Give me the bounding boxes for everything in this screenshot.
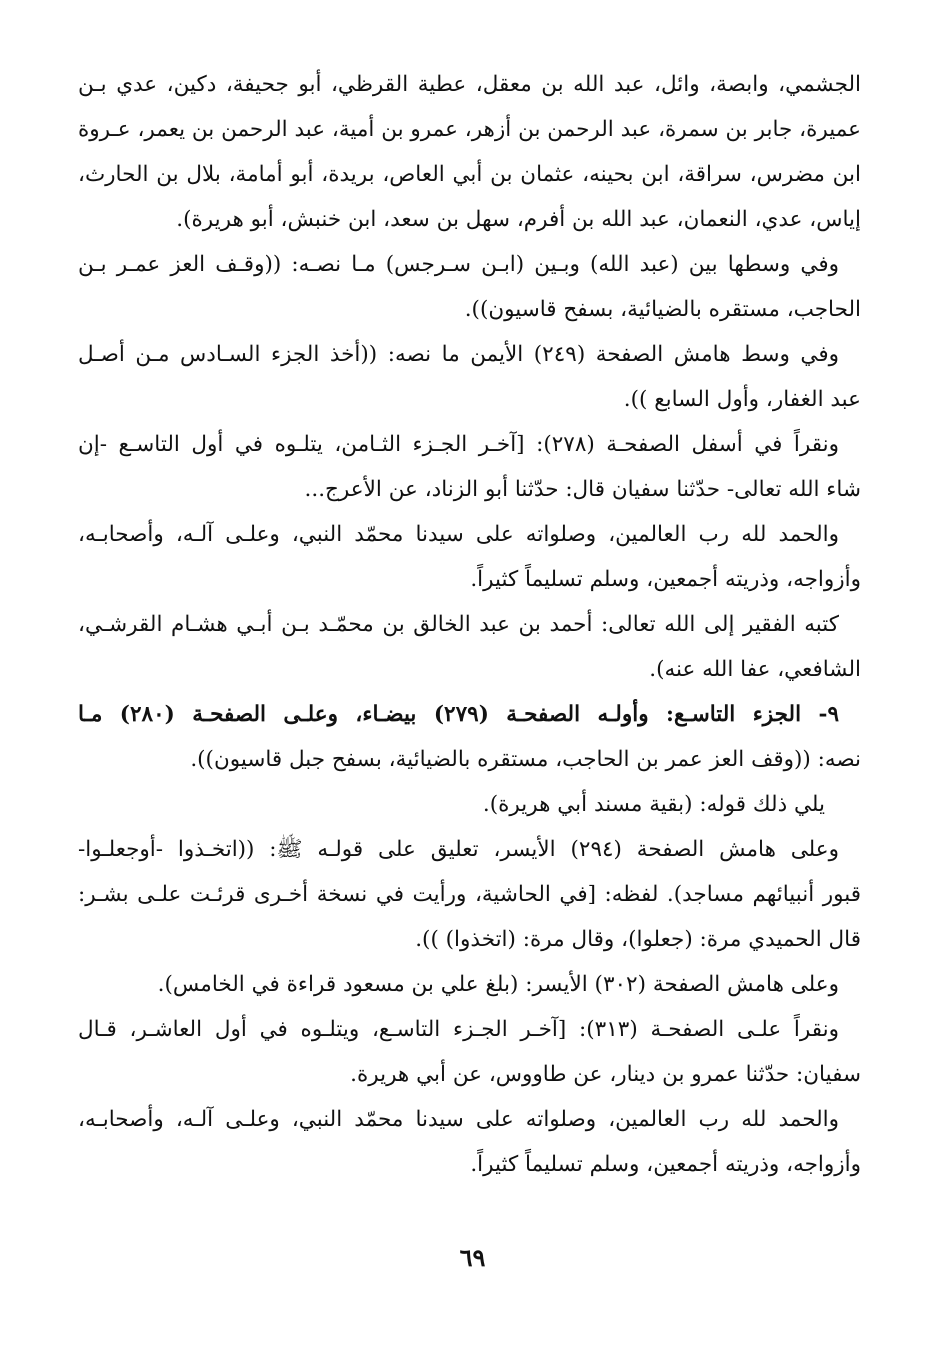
- text-line-11: والحمد لله رب العالمين، وصلواته على سيدنا محمّد النبي، وعلـى آلـه، وأصحابـه،: [78, 522, 839, 547]
- section-heading-line: ٩- الجزء التاسـع: وأولـه الصفحـة (٢٧٩) بيضـاء، وعلـى الصفحـة (٢٨٠) مـا: [78, 702, 839, 727]
- text-line-8: عبد الغفار، وأول السابع )).: [623, 387, 861, 412]
- text-line-14: الشافعي، عفا الله عنه).: [649, 657, 861, 682]
- text-line-12: وأزواجه، وذريته أجمعين، وسلم تسليماً كثيراً.: [470, 567, 861, 592]
- text-line-16: نصه: ((وقف العز عمر بن الحاجب، مستقره بالضيائية، بسفح جبل قاسيون)).: [190, 747, 861, 772]
- text-line-18: وعلى هامش الصفحة (٢٩٤) الأيسر، تعليق على قولـه ﷺ: ((اتخـذوا -أوجعلـوا-: [78, 837, 840, 862]
- text-line-19: قبور أنبيائهم مساجد). لفظه: [في الحاشية، ورأيت في نسخة أخـرى قرئـت علـى بشـر:: [78, 882, 861, 907]
- document-page: [78, 62, 861, 1242]
- text-line-17: يلي ذلك قوله: (بقية مسند أبي هريرة).: [482, 792, 825, 817]
- text-line-25: وأزواجه، وذريته أجمعين، وسلم تسليماً كثيراً.: [470, 1152, 861, 1177]
- text-line-22: ونقراً علـى الصفحـة (٣١٣): [آخـر الجـزء التاسـع، ويتلـوه في أول العاشـر، قـال: [78, 1017, 839, 1042]
- text-line-4: إياس، عدي، النعمان، عبد الله بن أفرم، سهل بن سعد، ابن خنبش، أبو هريرة).: [176, 207, 861, 232]
- text-line-6: الحاجب، مستقره بالضيائية، بسفح قاسيون)).: [464, 297, 861, 322]
- text-line-7: وفي وسط هامش الصفحة (٢٤٩) الأيمن ما نصه: ((أخذ الجزء السـادس مـن أصـل: [78, 342, 839, 367]
- text-line-21: وعلى هامش الصفحة (٣٠٢) الأيسر: (بلغ علي بن مسعود قراءة في الخامس).: [157, 972, 839, 997]
- page-number: ٦٩: [459, 1243, 486, 1272]
- text-line-3: ابن مضرس، سراقة، ابن بحينه، عثمان بن أبي العاص، بريدة، أبو أمامة، بلال بن الحارث،: [78, 162, 861, 187]
- text-line-23: سفيان: حدّثنا عمرو بن دينار، عن طاووس، عن أبي هريرة.: [350, 1062, 861, 1087]
- text-line-5: وفي وسطها بين (عبد الله) وبـين (ابـن سـرجس) مـا نصـه: ((وقـف العز عمـر بـن: [78, 252, 839, 277]
- text-line-10: شاء الله تعالى- حدّثنا سفيان قال: حدّثنا أبو الزناد، عن الأعرج...: [304, 477, 861, 502]
- text-line-20: قال الحميدي مرة: (جعلوا)، وقال مرة: (اتخذوا) )).: [415, 927, 861, 952]
- text-line-1: الجشمي، وابصة، وائل، عبد الله بن معقل، عطية القرظي، أبو جحيفة، دكين، عدي بـن: [78, 72, 861, 97]
- text-line-2: عميرة، جابر بن سمرة، عبد الرحمن بن أزهر، عمرو بن أمية، عبد الرحمن بن يعمر، عـروة: [78, 117, 861, 142]
- text-line-24: والحمد لله رب العالمين، وصلواته على سيدنا محمّد النبي، وعلـى آلـه، وأصحابـه،: [78, 1107, 839, 1132]
- text-line-13: كتبه الفقير إلى الله تعالى: أحمد بن عبد الخالق بن محمّـد بـن أبـي هشـام القرشـي،: [78, 612, 839, 637]
- text-line-9: ونقراً في أسفل الصفحـة (٢٧٨): [آخـر الجـزء الثـامن، يتلـوه في أول التاسـع -إن: [78, 432, 839, 457]
